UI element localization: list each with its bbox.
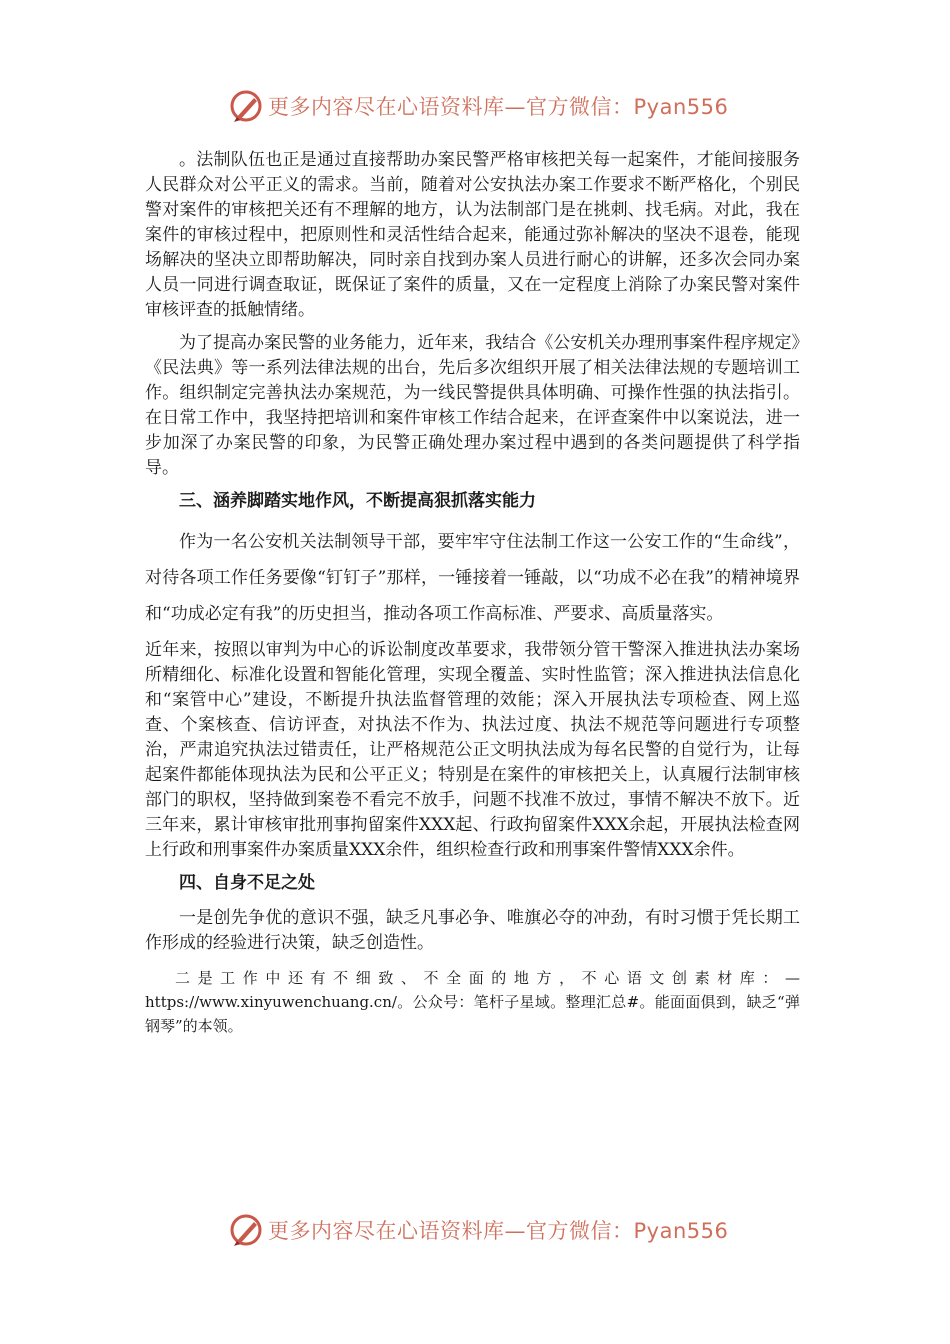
section-heading-4: 四、自身不足之处 — [179, 873, 315, 893]
footer-banner — [228, 1210, 748, 1250]
footer-banner-text: 更多内容尽在心语资料库—官方微信：Pyan556 — [268, 1219, 729, 1243]
pen-logo-icon — [228, 1212, 264, 1248]
pen-logo-icon — [228, 88, 264, 124]
section-heading-3: 三、涵养脚踏实地作风，不断提高狠抓落实能力 — [179, 491, 536, 511]
paragraph-4: 一是创先争优的意识不强，缺乏凡事必争、唯旗必夺的冲劲，有时习惯于凭长期工作形成的经验进行决策，缺乏创造性。 — [145, 908, 800, 953]
document-body — [145, 148, 800, 1046]
paragraph-3b: 近年来，按照以审判为中心的诉讼制度改革要求，我带领分管干警深入推进执法办案场所精细化、标准化设置和智能化管理，实现全覆盖、实时性监管；深入推进执法信息化和“案管中心”建设，不断提升执法监督管理的效能；深入开展执法专项检查、网上巡查、个案核查、信访评查，对执法不作为、执法过度、执法不规范等问题进行专项整治，严肃追究执法过错责任，让严格规范公正文明执法成为每名民警的自觉行为，让每起案件都能体现执法为民和公平正义；特别是在案件的审核把关上，认真履行法制审核部门的职权，坚持做到案卷不看完不放手，问题不找准不放过，事情不解决不放下。近三年来，累计审核审批刑事拘留案件XXX起、行政拘留案件XXX余起，开展执法检查网上行政和刑事案件办案质量XXX余件，组织检查行政和刑事案件警情XXX余件。 — [145, 640, 800, 860]
header-banner — [228, 86, 748, 126]
paragraph-2: 为了提高办案民警的业务能力，近年来，我结合《公安机关办理刑事案件程序规定》《民法典》等一系列法律法规的出台，先后多次组织开展了相关法律法规的专题培训工作。组织制定完善执法办案规范，为一线民警提供具体明确、可操作性强的执法指引。在日常工作中，我坚持把培训和案件审核工作结合起来，在评查案件中以案说法，进一步加深了办案民警的印象，为民警正确处理办案过程中遇到的各类问题提供了科学指导。 — [145, 333, 800, 478]
paragraph-1: 。法制队伍也正是通过直接帮助办案民警严格审核把关每一起案件，才能间接服务人民群众对公平正义的需求。当前，随着对公安执法办案工作要求不断严格化，个别民警对案件的审核把关还有不理解的地方，认为法制部门是在挑刺、找毛病。对此，我在案件的审核过程中，把原则性和灵活性结合起来，能通过弥补解决的坚决不退卷，能现场解决的坚决立即帮助解决，同时亲自找到办案人员进行耐心的讲解，还多次会同办案人员一同进行调查取证，既保证了案件的质量，又在一定程度上消除了办案民警对案件审核评查的抵触情绪。 — [145, 150, 800, 320]
paragraph-5: 二是工作中还有不细致、不全面的地方，不心语文创素材库：—https://www.xinyuwenchuang.cn/。公众号：笔杆子星域。整理汇总#。能面面俱到，缺乏“弹钢琴”的本领。 — [145, 969, 800, 1035]
paragraph-3a: 作为一名公安机关法制领导干部，要牢牢守住法制工作这一公安工作的“生命线”，对待各项工作任务要像“钉钉子”那样，一锤接着一锤敲，以“功成不必在我”的精神境界和“功成必定有我”的历史担当，推动各项工作高标准、严要求、高质量落实。 — [145, 532, 800, 624]
header-banner-text: 更多内容尽在心语资料库—官方微信：Pyan556 — [268, 95, 729, 119]
